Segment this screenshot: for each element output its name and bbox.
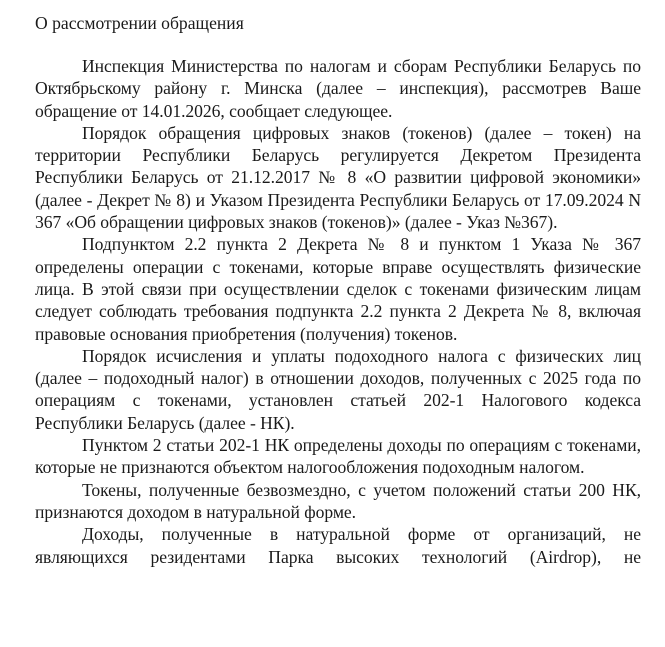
- document-subject: О рассмотрении обращения: [35, 13, 244, 33]
- paragraph-token-operations: Подпунктом 2.2 пункта 2 Декрета № 8 и пунктом 1 Указа № 367 определены операции с токенами, которые вправе осуществлять физические лица. В этой связи при осуществлении сделок с токенами физическим лицам следует соблюдать требования подпункта 2.2 пункта 2 Декрета № 8, включая правовые основания приобретения (получения) токенов.: [35, 234, 641, 344]
- paragraph-gratuitous-tokens: Токены, полученные безвозмездно, с учетом положений статьи 200 НК, признаются доходом в натуральной форме.: [35, 479, 641, 522]
- paragraph-token-regulation: Порядок обращения цифровых знаков (токенов) (далее – токен) на территории Республики Беларусь регулируется Декретом Президента Республики Беларусь от 21.12.2017 № 8 «О развитии цифровой экономики» (далее - Декрет № 8) и Указом Президента Республики Беларусь от 17.09.2024 N 367 «Об обращении цифровых знаков (токенов)» (далее - Указ №367).: [35, 122, 641, 233]
- paragraph-inspection-intro: Инспекция Министерства по налогам и сборам Республики Беларусь по Октябрьскому району г. Минска (далее – инспекция), рассмотрев Ваше обращение от 14.01.2026, сообщает следующее.: [35, 56, 641, 121]
- paragraph-airdrop-income: Доходы, полученные в натуральной форме от организаций, не являющихся резидентами Парка высоких технологий (Airdrop), не: [35, 524, 641, 567]
- document-page: [35, 12, 641, 568]
- paragraph-non-taxable-income: Пунктом 2 статьи 202-1 НК определены доходы по операциям с токенами, которые не признаются объектом налогообложения подоходным налогом.: [35, 435, 641, 478]
- paragraph-income-tax-procedure: Порядок исчисления и уплаты подоходного налога с физических лиц (далее – подоходный налог) в отношении доходов, полученных с 2025 года по операциям с токенами, установлен статьей 202-1 Налогового кодекса Республики Беларусь (далее - НК).: [35, 345, 641, 433]
